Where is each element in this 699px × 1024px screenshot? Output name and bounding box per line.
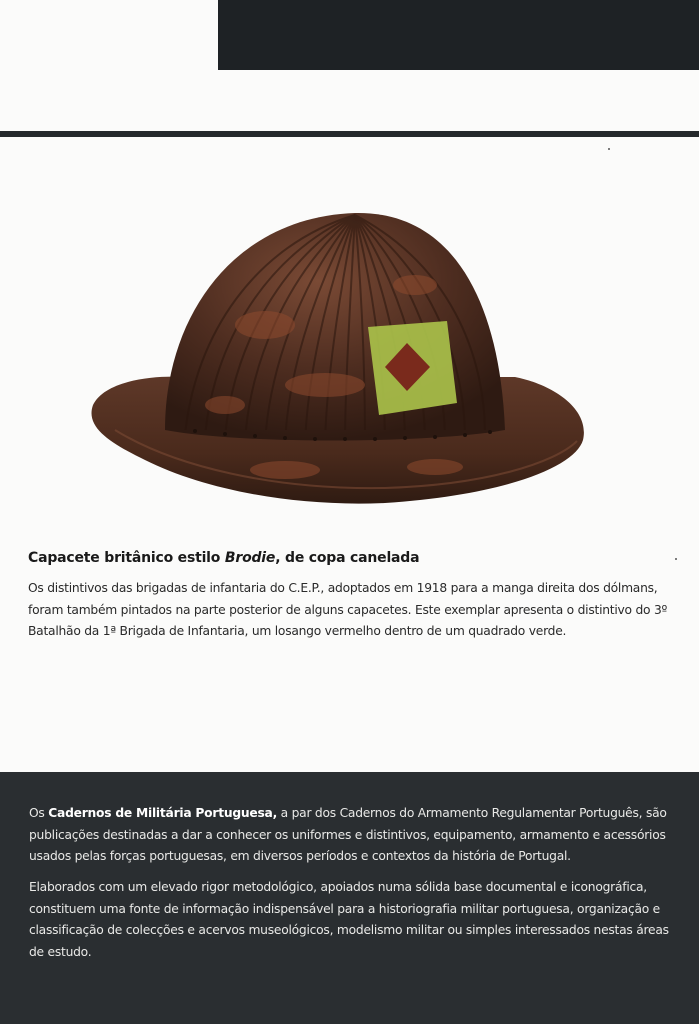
panel-paragraph-1 <box>29 803 672 868</box>
caption-title-suffix: , de copa canelada <box>275 550 420 566</box>
panel-paragraph-2: Elaborados com um elevado rigor metodológico, apoiados numa sólida base documental e iconográfica, constituem uma fonte de informação indispensável para a historiografia militar portuguesa, organização e classificação de colecções e acervos museológicos, modelismo militar ou simples interessados nestas áreas de estudo. <box>29 880 669 959</box>
caption-title-prefix: Capacete britânico estilo <box>28 550 225 566</box>
top-dark-bar <box>218 0 699 70</box>
caption-title <box>28 550 668 566</box>
brigade-badge <box>368 321 457 415</box>
horizontal-rule <box>0 131 699 137</box>
caption-title-italic: Brodie <box>224 550 276 566</box>
panel-p1-rest: a par dos Cadernos do Armamento Regulamentar Português, são publicações destinadas a dar a conhecer os uniformes e distintivos, equipamento, armamento e acessórios usados pelas forças portuguesas, em diversos períodos e contextos da história de Portugal. <box>29 806 667 863</box>
speck <box>608 148 610 150</box>
panel-p1-prefix: Os <box>29 806 49 820</box>
series-title: Cadernos de Militária Portuguesa, <box>48 806 278 820</box>
caption-body: Os distintivos das brigadas de infantaria do C.E.P., adoptados em 1918 para a manga direita dos dólmans, foram também pintados na parte posterior de alguns capacetes. Este exemplar apresenta o distintivo do 3º Batalhão da 1ª Brigada de Infantaria, um losango vermelho dentro de um quadrado verde. <box>28 581 668 638</box>
brodie-helmet-illustration <box>85 205 590 510</box>
speck <box>675 558 677 560</box>
helmet-photo <box>85 205 590 510</box>
